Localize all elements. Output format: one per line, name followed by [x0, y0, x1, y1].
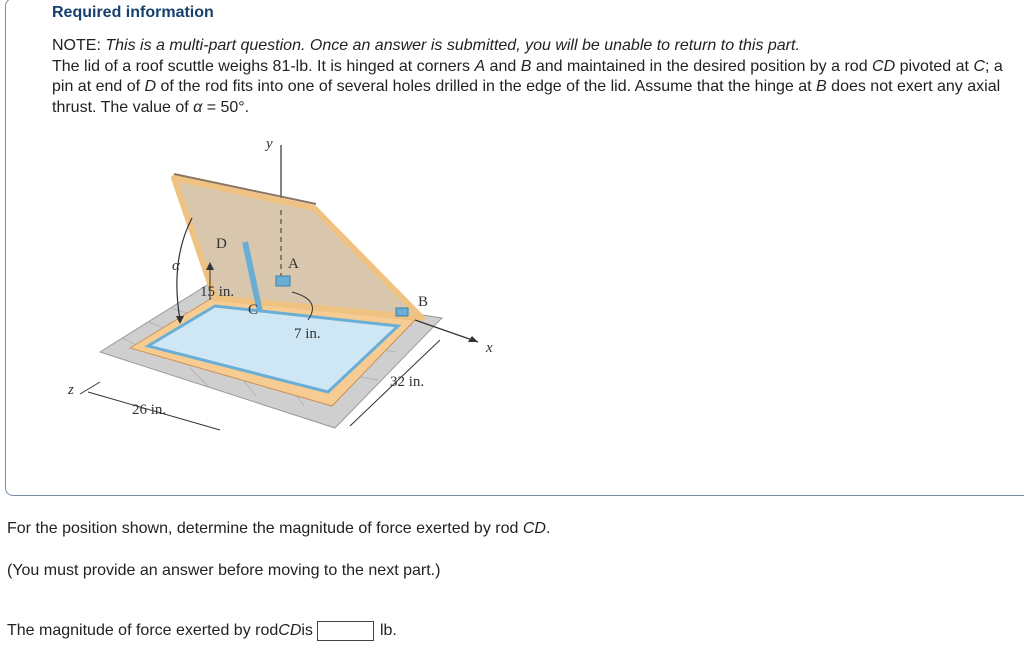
problem-text-part: pivoted at: [895, 57, 974, 75]
problem-var-cd: CD: [872, 57, 896, 75]
label-dim-15: 15 in.: [200, 284, 235, 300]
label-y: y: [266, 136, 273, 152]
label-dim-26: 26 in.: [132, 402, 167, 418]
label-d: D: [216, 236, 227, 252]
roof-scuttle-figure: [60, 130, 500, 440]
problem-statement: [52, 36, 1012, 118]
answer-row: [7, 621, 397, 641]
hinge-b: [396, 308, 408, 316]
problem-var-d: D: [144, 78, 157, 95]
problem-text-part: The lid of a roof scuttle weighs 81-lb. It is hinged at corners: [52, 57, 475, 75]
panel-heading: Required information: [52, 4, 214, 21]
label-b: B: [418, 294, 429, 310]
problem-var-c: C: [973, 57, 985, 75]
problem-var-b: B: [816, 78, 827, 95]
question-part: For the position shown, determine the magnitude of force exerted by rod: [7, 520, 523, 537]
note-label: NOTE:: [52, 37, 101, 54]
question-var-cd: CD: [522, 520, 546, 537]
problem-var-b: B: [520, 57, 532, 75]
question-part: .: [545, 520, 551, 537]
problem-text-part: and maintained in the desired position by a rod: [531, 57, 873, 75]
label-z: z: [68, 382, 74, 398]
label-alpha: α: [172, 258, 180, 274]
note-text: This is a multi-part question. Once an answer is submitted, you will be unable to return to this part.: [105, 37, 800, 54]
problem-text-part: of the rod fits into one of several holes drilled in the edge of the lid. Assume that the hinge at: [156, 78, 817, 95]
answer-var-cd: CD: [278, 622, 302, 639]
label-a: A: [288, 256, 299, 272]
question-text: [7, 520, 550, 538]
force-answer-input[interactable]: [317, 621, 374, 641]
label-c: C: [248, 302, 259, 318]
answer-label: The magnitude of force exerted by rod: [7, 622, 279, 639]
problem-text-part: does not exert any axial thrust. The value of: [52, 78, 1001, 116]
hinge-a: [276, 276, 290, 286]
label-dim-32: 32 in.: [390, 374, 425, 390]
answer-label: is: [301, 622, 313, 639]
label-dim-7: 7 in.: [294, 326, 321, 342]
problem-var-a: A: [474, 57, 486, 75]
problem-text-part: and: [485, 57, 521, 75]
problem-text: [52, 57, 1012, 119]
answer-required-note: (You must provide an answer before moving to the next part.): [7, 562, 441, 579]
problem-text-part: ; a pin at end of: [52, 57, 1003, 95]
problem-text-part: = 50°.: [202, 98, 250, 116]
answer-unit: lb.: [379, 622, 397, 639]
label-x: x: [486, 340, 493, 356]
note-line: [52, 36, 1012, 57]
problem-var-alpha: α: [193, 98, 203, 116]
